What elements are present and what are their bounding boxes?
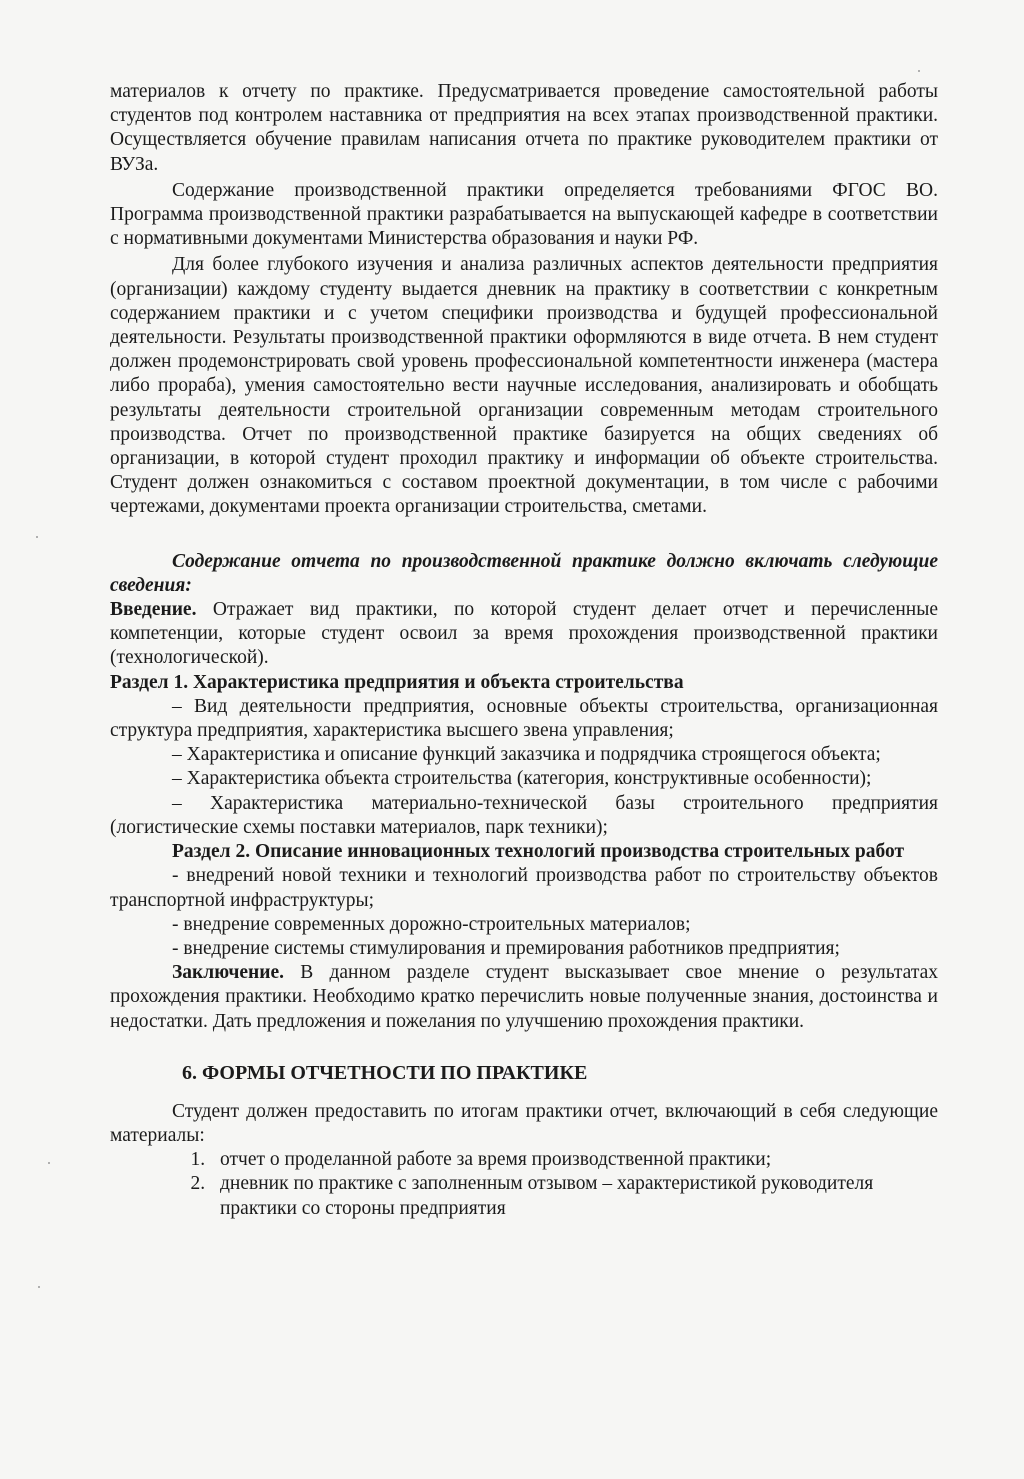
section2-item: - внедрение современных дорожно-строительных материалов; bbox=[172, 913, 691, 935]
forms-list bbox=[110, 1148, 938, 1221]
section2-item: - внедрение системы стимулирования и премирования работников предприятия; bbox=[172, 937, 840, 959]
section2-title: Раздел 2. Описание инновационных технологий производства строительных работ bbox=[172, 841, 905, 863]
forms-intro: Студент должен предоставить по итогам практики отчет, включающий в себя следующие материалы: bbox=[110, 1100, 938, 1146]
paragraph-fgos: Содержание производственной практики определяется требованиями ФГОС ВО. Программа производственной практики разрабатывается на выпускающей кафедре в соответствии с нормативными документами Министерства образования и науки РФ. bbox=[110, 179, 938, 250]
section1-item: – Вид деятельности предприятия, основные объекты строительства, организационная структура предприятия, характеристика высшего звена управления; bbox=[110, 695, 938, 742]
section1-item: – Характеристика и описание функций заказчика и подрядчика строящегося объекта; bbox=[172, 744, 881, 766]
introduction-paragraph bbox=[110, 598, 938, 671]
list-item: 2. дневник по практике с заполненным отзывом – характеристикой руководителя практики со стороны предприятия bbox=[210, 1172, 938, 1220]
paragraph-diary: Для более глубокого изучения и анализа различных аспектов деятельности предприятия (организации) каждому студенту выдается дневник на практику в соответствии с конкретным содержанием практики и с учетом специфики производства и будущей профессиональной деятельности. Результаты производственной практики оформляются в виде отчета. В нем студент должен продемонстрировать свой уровень профессиональной компетентности инженера (мастера либо прораба), умения самостоятельно вести научные исследования, анализировать и обобщать результаты деятельности строительной организации современным методам строительного производства. Отчет по производственной практике базируется на общих сведениях об организации, в которой студент проходил практику и информации об объекте строительства. Студент должен ознакомиться с составом проектной документации, в том числе с рабочими чертежами, документами проекта организации строительства, сметами. bbox=[110, 254, 938, 518]
conclusion-text: В данном разделе студент высказывает свое мнение о результатах прохождения практики. Необходимо кратко перечислить новые полученные знания, достоинства и недостатки. Дать предложения и пожелания по улучшению прохождения практики. bbox=[110, 962, 938, 1032]
introduction-text: Отражает вид практики, по которой студент делает отчет и перечисленные компетенции, которые студент освоил за время прохождения производственной практики (технологической). bbox=[110, 599, 938, 669]
conclusion-paragraph bbox=[110, 961, 938, 1034]
scan-speck bbox=[48, 1162, 50, 1164]
paragraph-materials: материалов к отчету по практике. Предусматривается проведение самостоятельной работы студентов под контролем наставника от предприятия на всех этапах производственной практики. Осуществляется обучение правилам написания отчета по практике руководителем практики от ВУЗа. bbox=[110, 81, 938, 175]
section1-title: Раздел 1. Характеристика предприятия и объекта строительства bbox=[110, 671, 684, 693]
scan-speck bbox=[918, 70, 920, 72]
scan-speck bbox=[36, 536, 38, 538]
list-item: 1. отчет о проделанной работе за время производственной практики; bbox=[210, 1148, 938, 1172]
conclusion-label: Заключение. bbox=[172, 962, 285, 984]
section1-item: – Характеристика объекта строительства (категория, конструктивные особенности); bbox=[172, 768, 872, 790]
section-heading-forms: 6. ФОРМЫ ОТЧЕТНОСТИ ПО ПРАКТИКЕ bbox=[182, 1061, 588, 1084]
introduction-label: Введение. bbox=[110, 599, 197, 621]
report-contents-heading: Содержание отчета по производственной практике должно включать следующие сведения: bbox=[110, 550, 938, 596]
section1-item: – Характеристика материально-технической базы строительного предприятия (логистические схемы поставки материалов, парк техники); bbox=[110, 792, 938, 838]
scan-speck bbox=[38, 1286, 40, 1288]
section2-item: - внедрений новой техники и технологий производства работ по строительству объектов транспортной инфраструктуры; bbox=[110, 865, 938, 911]
